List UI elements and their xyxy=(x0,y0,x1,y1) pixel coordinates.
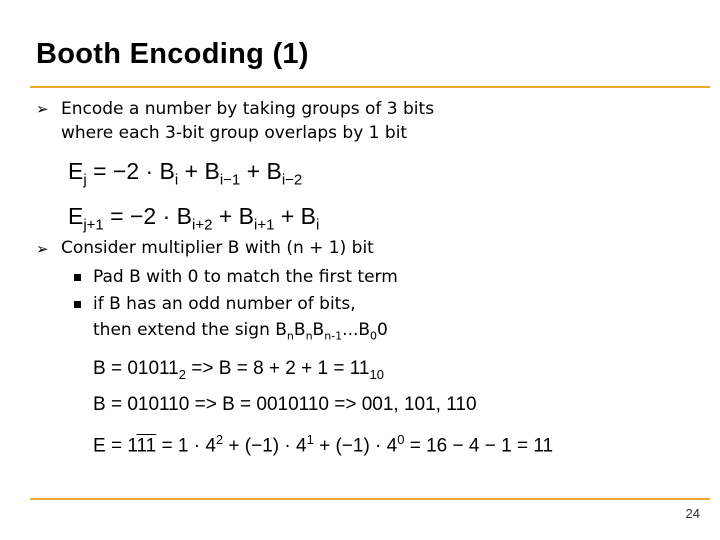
bullet-1-line-1: Encode a number by taking groups of 3 bits xyxy=(61,99,435,119)
sub-bullet-2-line-1: if B has an odd number of bits, xyxy=(93,294,356,314)
slide-title: Booth Encoding (1) xyxy=(36,38,309,70)
formula-ej-plus-1: $E_{j+1} = -2 \cdot B_{i+2} + B_{i+1} + B_i$ xyxy=(68,203,320,234)
formula-b-sign-extend: B = 010110 => B = 0010110 => 001, 101, 110 xyxy=(93,394,477,415)
arrow-bullet-icon: ➢ xyxy=(36,240,49,258)
square-bullet-icon xyxy=(74,274,81,281)
sub-bullet-2-line-2: then extend the sign $B_nB_nB_{n-1}...B_00$ xyxy=(93,320,388,343)
formula-e-encoded: $E = 111 = 1 \cdot 4^2 + (-1) \cdot 4^1 + (-1) \cdot 4^0 = 16 - 4 - 1 = 11$ xyxy=(93,432,554,457)
arrow-bullet-icon: ➢ xyxy=(36,100,49,118)
square-bullet-icon xyxy=(74,301,81,308)
page-number: 24 xyxy=(685,506,700,521)
footer-divider xyxy=(30,498,710,500)
bullet-1-line-2: where each 3-bit group overlaps by 1 bit xyxy=(61,123,408,143)
bullet-2: Consider multiplier B with (n + 1) bit xyxy=(61,238,374,258)
title-divider xyxy=(30,86,710,88)
formula-ej: $E_j = -2 \cdot B_i + B_{i-1} + B_{i-2}$ xyxy=(68,158,303,189)
sub-bullet-1: Pad B with 0 to match the first term xyxy=(93,267,398,287)
formula-b-binary: $B = 01011_2 => B = 8 + 2 + 1 = 11_{10}$ xyxy=(93,358,384,382)
